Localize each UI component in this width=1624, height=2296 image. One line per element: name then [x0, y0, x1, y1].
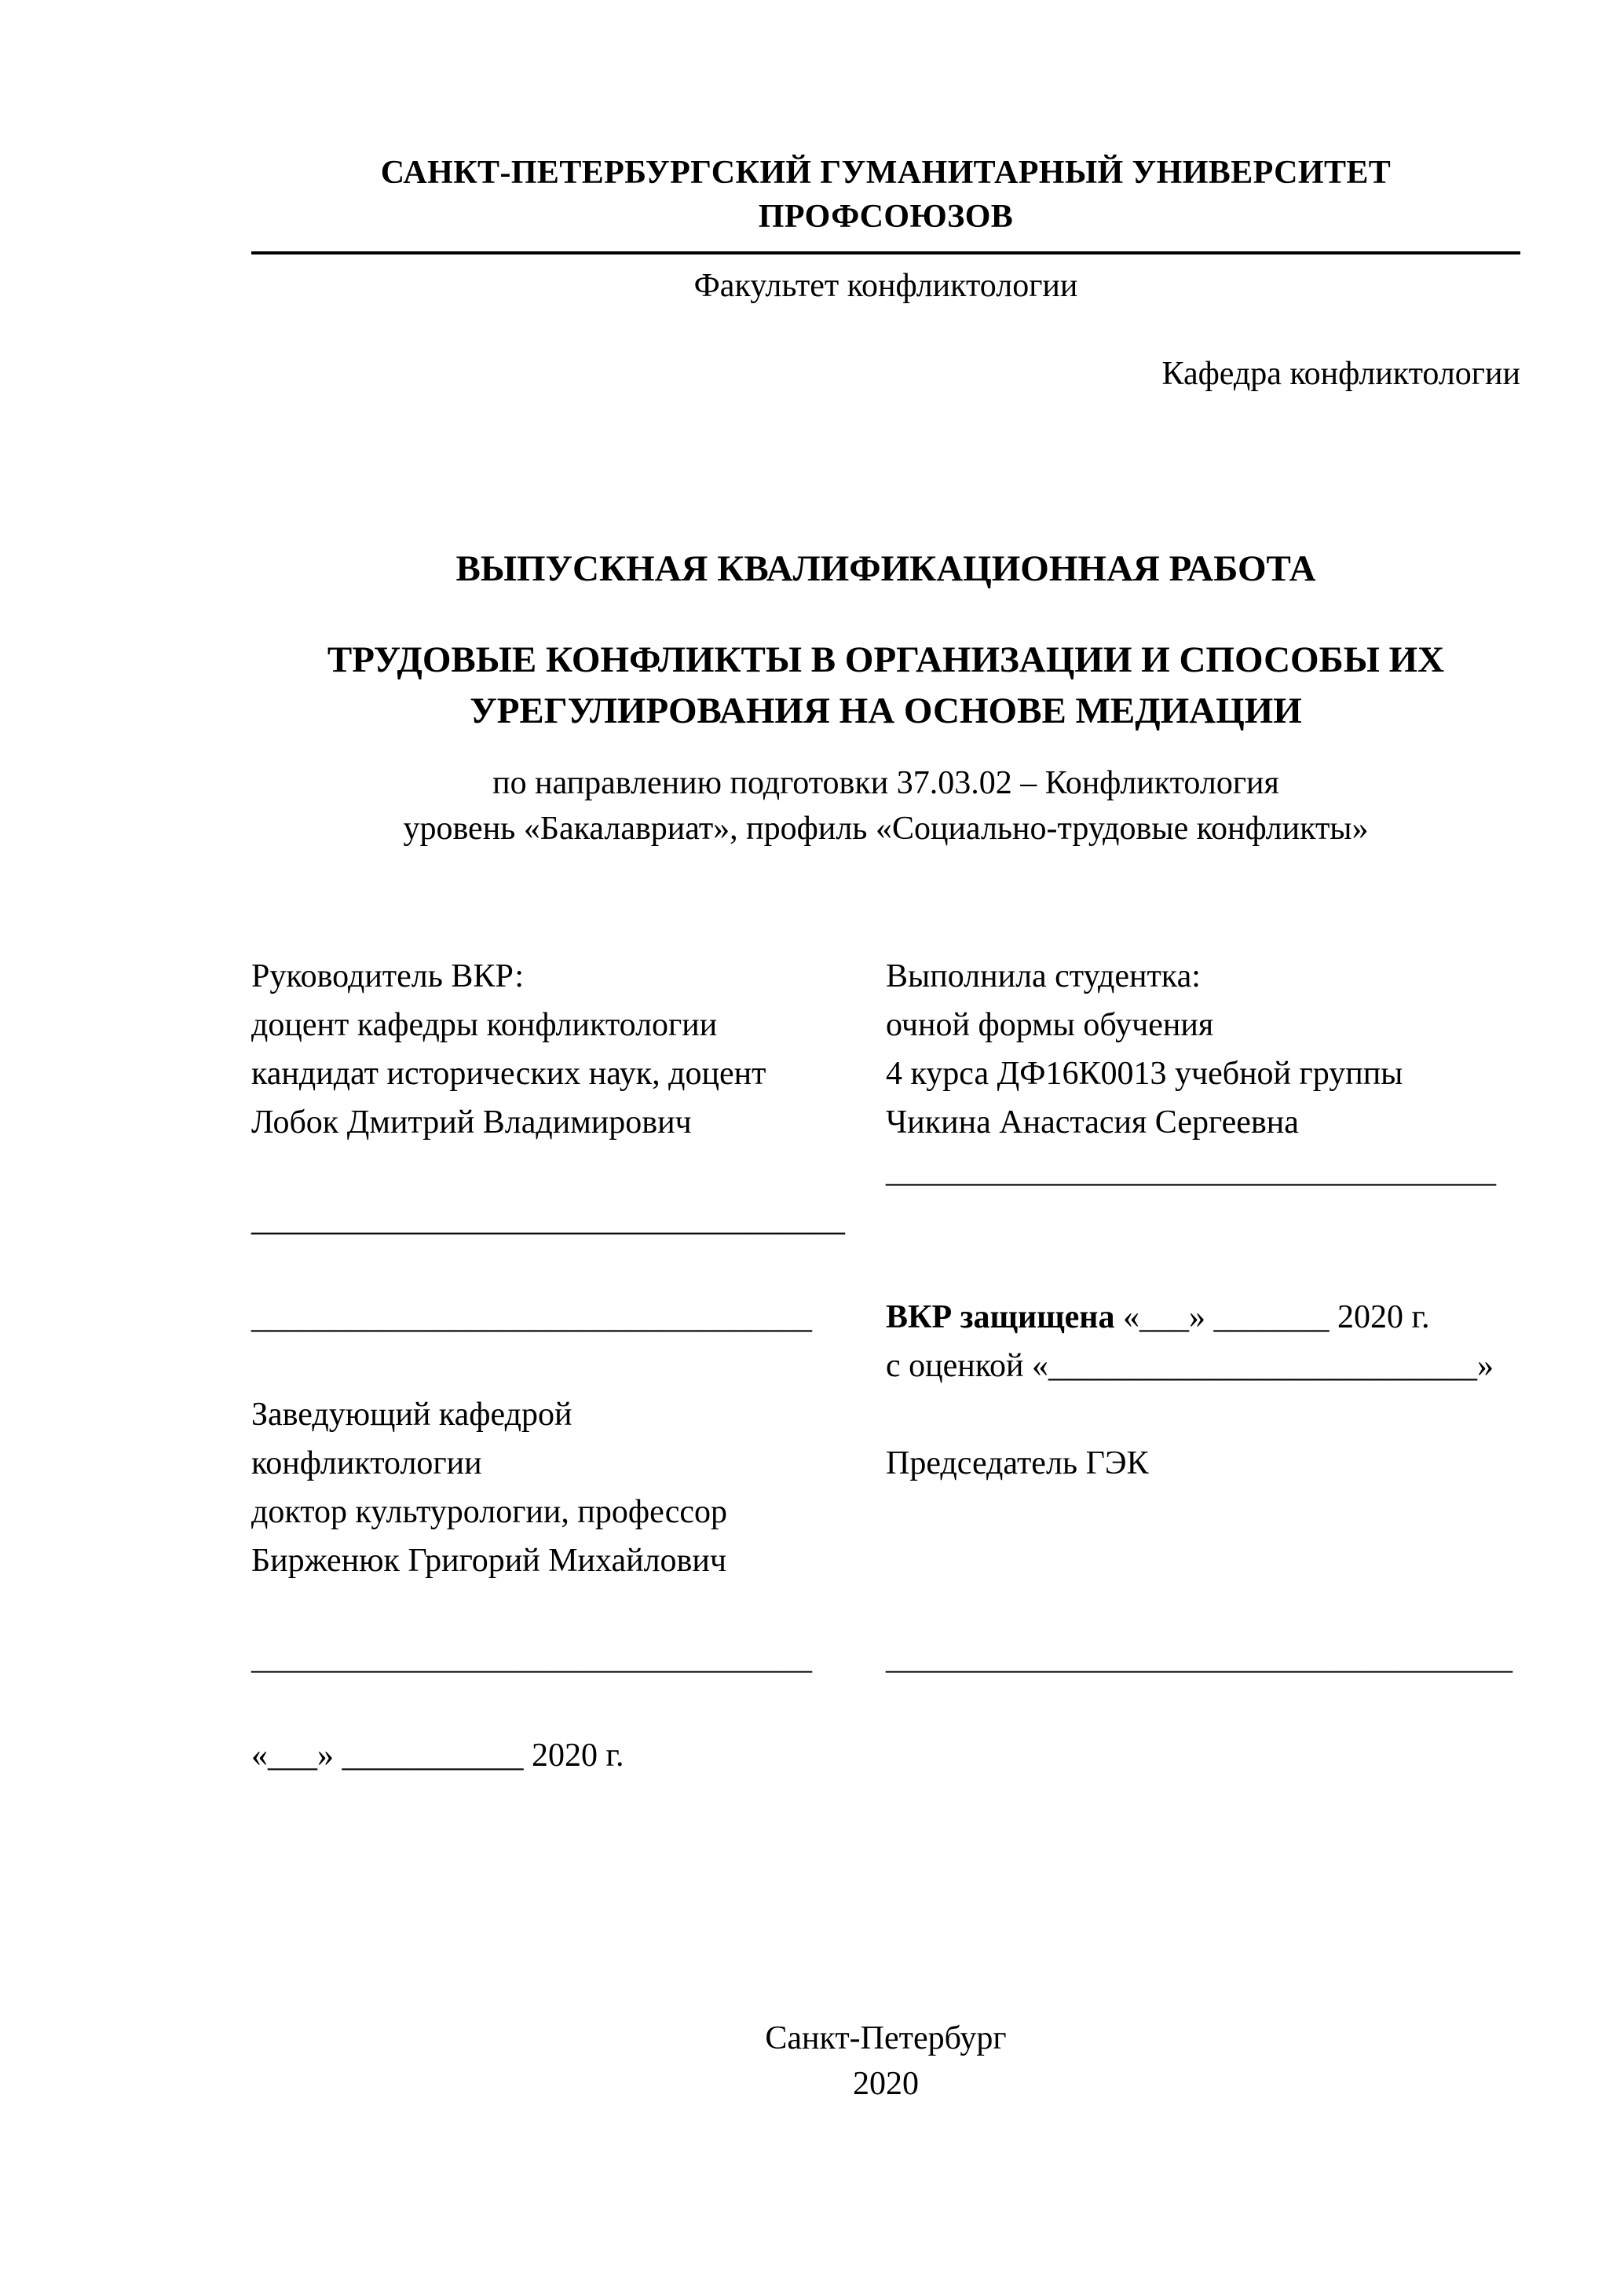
supervisor-name: Лобок Дмитрий Владимирович	[251, 1104, 692, 1141]
supervisor-label: Руководитель ВКР:	[251, 958, 525, 994]
footer-year: 2020	[853, 2066, 919, 2102]
student-label: Выполнила студентка:	[886, 958, 1201, 994]
spacer	[886, 1244, 1520, 1293]
supervisor-column	[251, 952, 886, 1780]
student-form: очной формы обучения	[886, 1007, 1214, 1043]
thesis-title: ТРУДОВЫЕ КОНФЛИКТЫ В ОРГАНИЗАЦИИ И СПОСОБЫ ИХ УРЕГУЛИРОВАНИЯ НА ОСНОВЕ МЕДИАЦИИ	[327, 639, 1445, 731]
spacer	[251, 1585, 886, 1634]
chairman-signature-line: ______________________________________	[886, 1640, 1512, 1676]
head-bottom-signature-line: __________________________________	[251, 1640, 812, 1676]
program-line: по направлению подготовки 37.03.02 – Конфликтология	[492, 765, 1279, 801]
head-label-line-2: конфликтологии	[251, 1445, 482, 1481]
head-signature-line: __________________________________	[251, 1299, 812, 1335]
supervisor-position: доцент кафедры конфликтологии	[251, 1007, 718, 1043]
supervisor-degree: кандидат исторических наук, доцент	[251, 1056, 766, 1092]
spacer	[886, 1585, 1520, 1634]
defense-date-line	[886, 1293, 1520, 1342]
spacer	[251, 1244, 886, 1293]
department-name: Кафедра конфликтологии	[1161, 356, 1520, 392]
work-type-heading: ВЫПУСКНАЯ КВАЛИФИКАЦИОННАЯ РАБОТА	[455, 548, 1316, 589]
student-group: 4 курса ДФ16К0013 учебной группы	[886, 1056, 1403, 1092]
grade-line: с оценкой «__________________________»	[886, 1348, 1494, 1384]
head-label-line-1: Заведующий кафедрой	[251, 1397, 572, 1433]
head-degree: доктор культурологии, профессор	[251, 1494, 728, 1530]
defense-date-blanks: «___» _______ 2020 г.	[1114, 1299, 1430, 1335]
footer-city: Санкт-Петербург	[765, 2020, 1007, 2056]
head-name: Бирженюк Григорий Михайлович	[251, 1543, 726, 1579]
footer	[251, 2016, 1520, 2107]
level-line: уровень «Бакалавриат», профиль «Социально-трудовые конфликты»	[403, 811, 1369, 847]
university-name: САНКТ-ПЕТЕРБУРГСКИЙ ГУМАНИТАРНЫЙ УНИВЕРСИТЕТ ПРОФСОЮЗОВ	[251, 151, 1520, 255]
student-column	[886, 952, 1520, 1780]
student-name: Чикина Анастасия Сергеевна	[886, 1104, 1299, 1141]
spacer	[886, 1488, 1520, 1536]
spacer	[886, 1196, 1520, 1244]
approval-date-line: «___» ___________ 2020 г.	[251, 1738, 624, 1774]
student-signature-line: _____________________________________	[886, 1153, 1496, 1189]
supervisor-signature-line: ____________________________________	[251, 1202, 845, 1238]
faculty-name: Факультет конфликтологии	[693, 268, 1078, 304]
spacer	[886, 1536, 1520, 1585]
chairman-label: Председатель ГЭК	[886, 1445, 1149, 1481]
spacer	[251, 1342, 886, 1390]
spacer	[886, 1390, 1520, 1439]
signature-block	[251, 952, 1520, 1780]
spacer	[251, 1147, 886, 1196]
spacer	[251, 1683, 886, 1731]
defense-date-label: ВКР защищена	[886, 1299, 1115, 1335]
